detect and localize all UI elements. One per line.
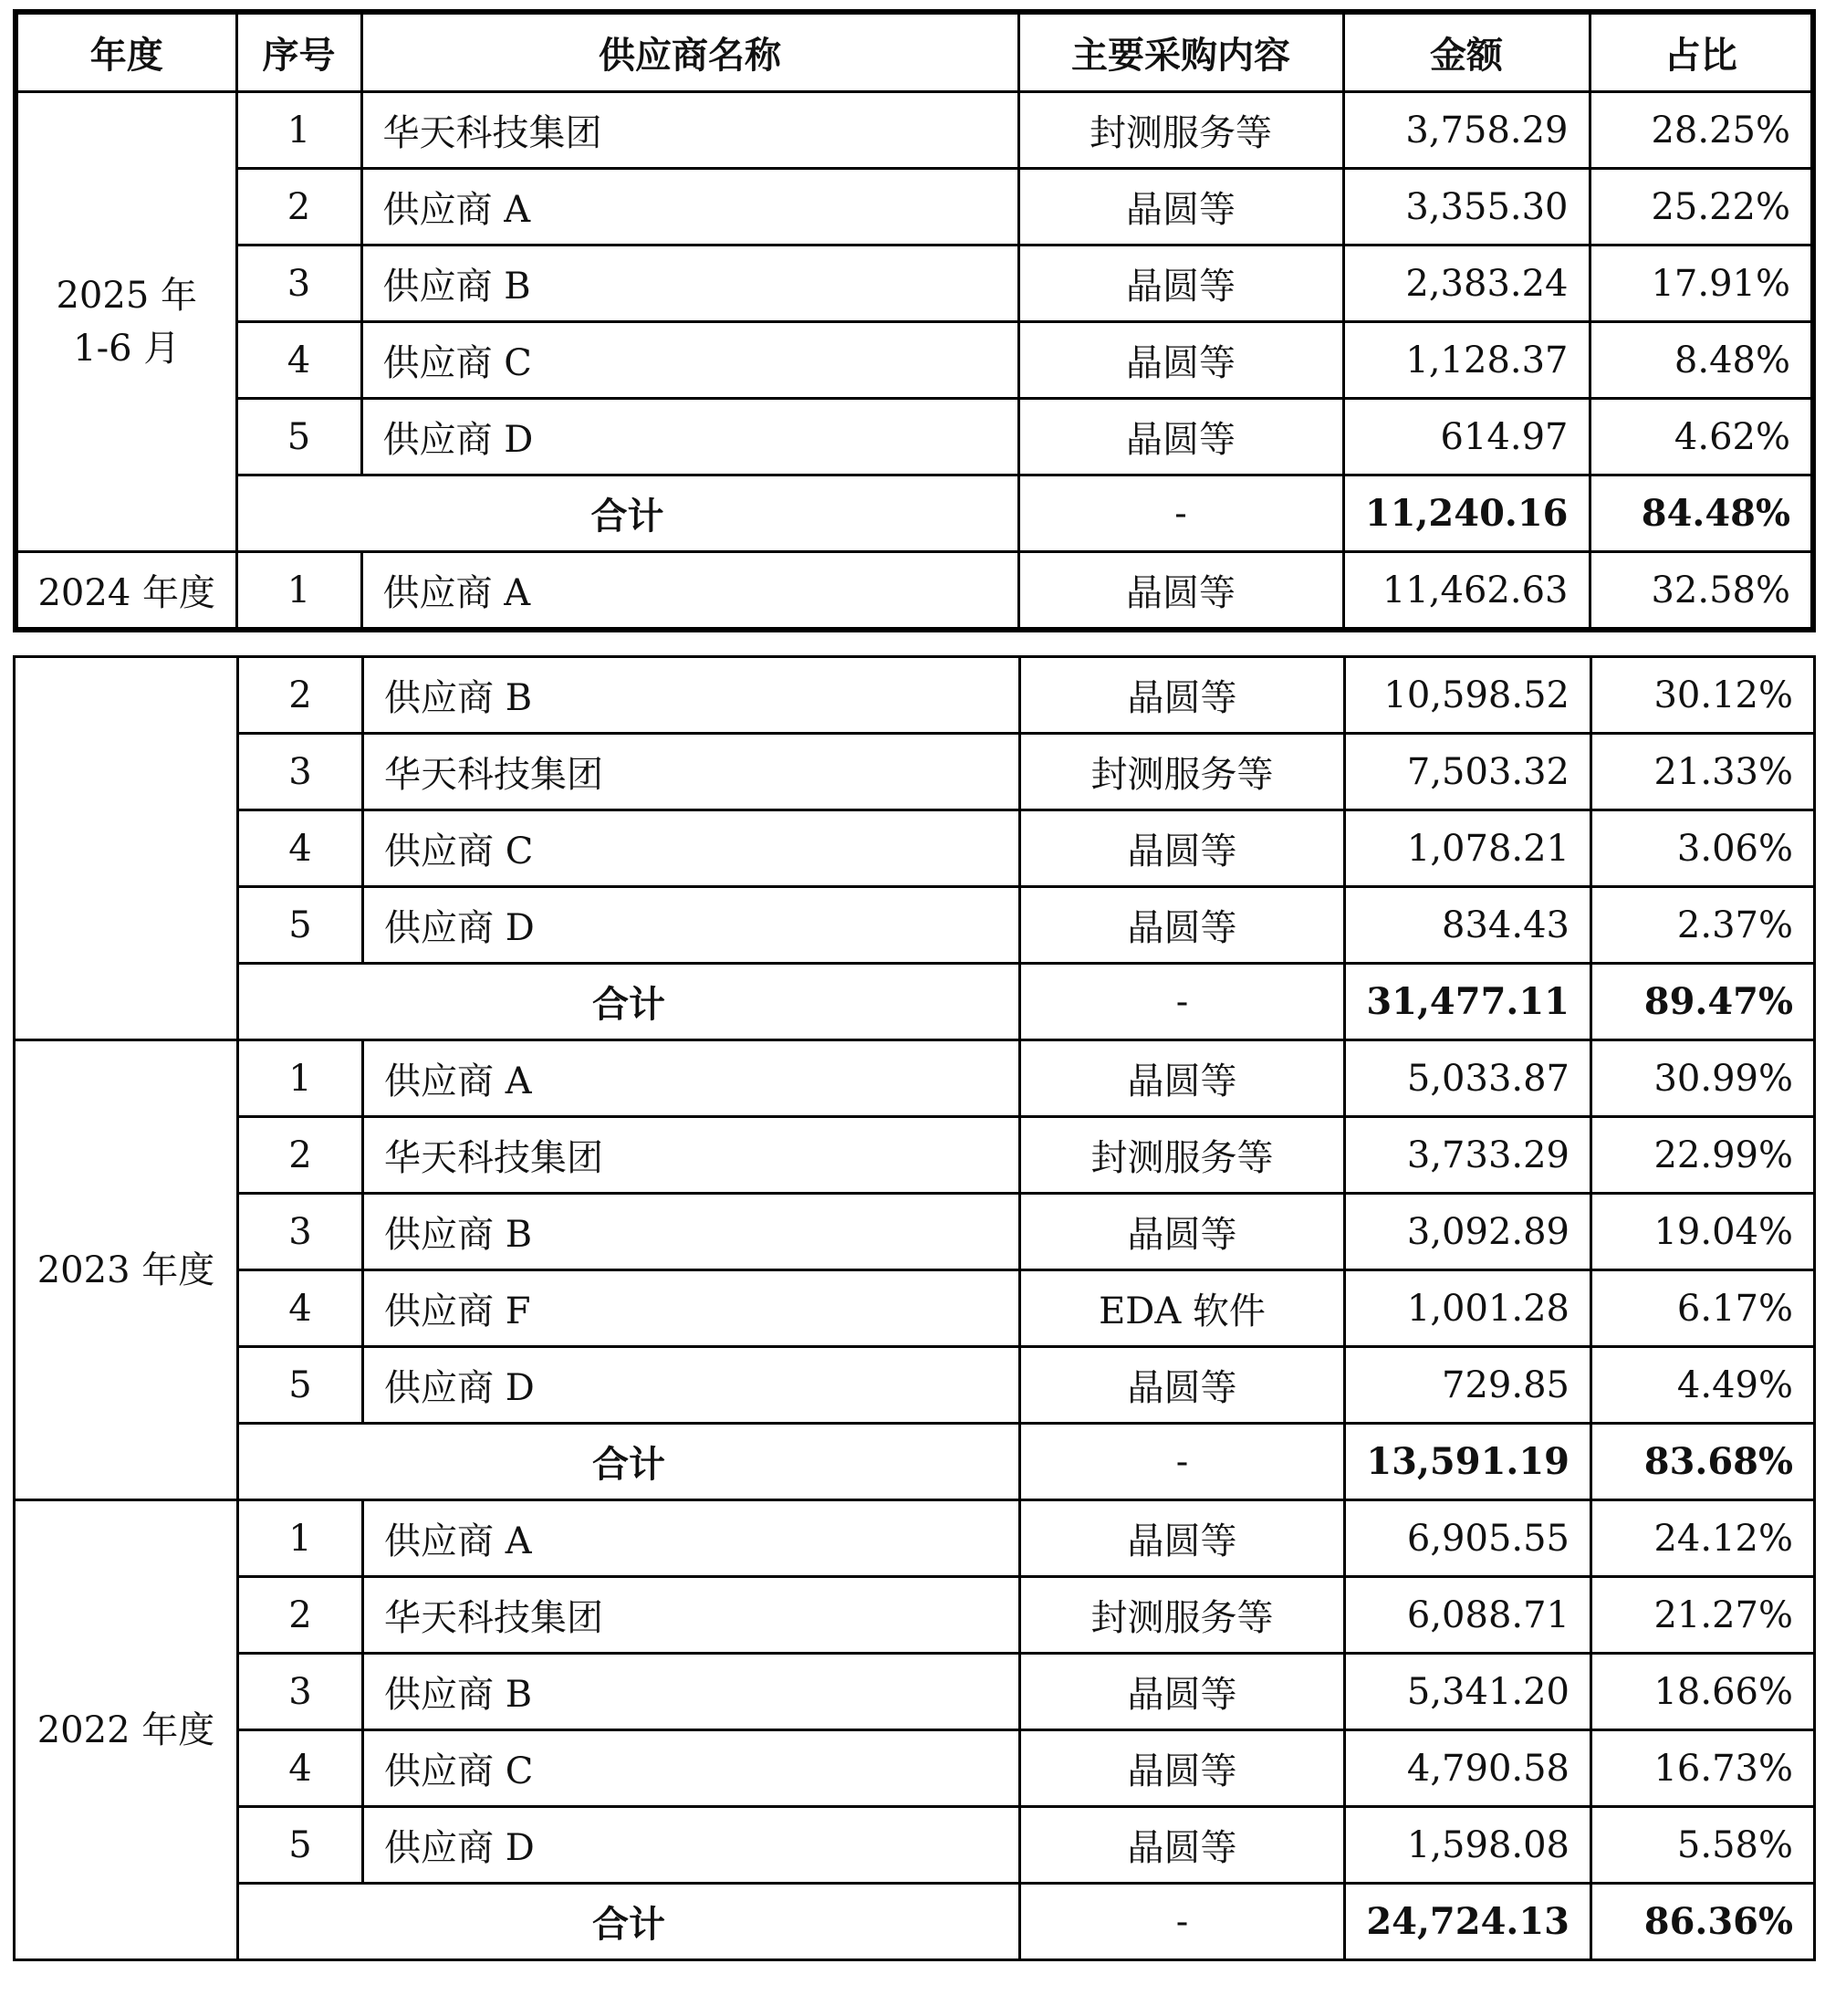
cell-seq: 2 — [238, 1577, 363, 1654]
cell-content: 晶圆等 — [1018, 552, 1343, 631]
cell-total-amount: 11,240.16 — [1343, 475, 1590, 552]
table-row — [16, 169, 1813, 245]
cell-seq: 5 — [238, 1807, 363, 1884]
cell-supplier: 供应商 A — [363, 1500, 1020, 1577]
cell-content: - — [1018, 475, 1343, 552]
table-row — [15, 1730, 1815, 1807]
total-row — [16, 475, 1813, 552]
total-row — [15, 1884, 1815, 1960]
cell-content: 晶圆等 — [1020, 657, 1345, 734]
cell-amount: 11,462.63 — [1343, 552, 1590, 631]
cell-supplier: 华天科技集团 — [363, 1577, 1020, 1654]
period-label-line: 2025 年 — [56, 274, 197, 317]
cell-supplier: 供应商 D — [361, 399, 1018, 475]
cell-supplier: 供应商 C — [363, 1730, 1020, 1807]
cell-supplier: 供应商 A — [361, 169, 1018, 245]
cell-supplier: 华天科技集团 — [363, 734, 1020, 810]
supplier-table-part-1 — [13, 9, 1816, 632]
cell-ratio: 16.73% — [1591, 1730, 1815, 1807]
cell-seq: 1 — [236, 552, 361, 631]
table-row — [15, 1117, 1815, 1194]
cell-content: 晶圆等 — [1018, 399, 1343, 475]
table-row — [16, 92, 1813, 169]
cell-seq: 2 — [238, 657, 363, 734]
table-row — [16, 322, 1813, 399]
cell-content: 封测服务等 — [1020, 1577, 1345, 1654]
cell-seq: 4 — [238, 1270, 363, 1347]
total-row — [15, 1424, 1815, 1500]
cell-total-ratio: 86.36% — [1591, 1884, 1815, 1960]
cell-total-label: 合计 — [238, 1884, 1020, 1960]
cell-amount: 5,033.87 — [1345, 1040, 1591, 1117]
cell-ratio: 4.49% — [1591, 1347, 1815, 1424]
cell-seq: 4 — [238, 1730, 363, 1807]
table-row — [15, 1040, 1815, 1117]
cell-amount: 6,088.71 — [1345, 1577, 1591, 1654]
header-year: 年度 — [16, 12, 236, 92]
cell-content: 封测服务等 — [1018, 92, 1343, 169]
cell-supplier: 供应商 D — [363, 887, 1020, 964]
cell-content: 晶圆等 — [1020, 1654, 1345, 1730]
cell-seq: 3 — [238, 734, 363, 810]
period-label-2023: 2023 年度 — [15, 1040, 238, 1500]
cell-total-label: 合计 — [238, 964, 1020, 1040]
cell-supplier: 华天科技集团 — [361, 92, 1018, 169]
cell-amount: 5,341.20 — [1345, 1654, 1591, 1730]
cell-content: - — [1020, 1884, 1345, 1960]
table-row — [15, 1654, 1815, 1730]
cell-supplier: 供应商 C — [363, 810, 1020, 887]
cell-supplier: 供应商 A — [363, 1040, 1020, 1117]
cell-content: 晶圆等 — [1018, 322, 1343, 399]
cell-amount: 1,128.37 — [1343, 322, 1590, 399]
cell-seq: 1 — [238, 1040, 363, 1117]
cell-amount: 1,078.21 — [1345, 810, 1591, 887]
cell-ratio: 24.12% — [1591, 1500, 1815, 1577]
cell-amount: 2,383.24 — [1343, 245, 1590, 322]
cell-ratio: 30.12% — [1591, 657, 1815, 734]
cell-seq: 3 — [236, 245, 361, 322]
table-header-row — [16, 12, 1813, 92]
table-row — [15, 657, 1815, 734]
cell-total-amount: 13,591.19 — [1345, 1424, 1591, 1500]
cell-supplier: 供应商 D — [363, 1347, 1020, 1424]
cell-ratio: 18.66% — [1591, 1654, 1815, 1730]
cell-total-amount: 24,724.13 — [1345, 1884, 1591, 1960]
cell-ratio: 30.99% — [1591, 1040, 1815, 1117]
cell-ratio: 3.06% — [1591, 810, 1815, 887]
cell-ratio: 28.25% — [1590, 92, 1813, 169]
cell-seq: 2 — [238, 1117, 363, 1194]
table-row — [15, 1194, 1815, 1270]
cell-ratio: 22.99% — [1591, 1117, 1815, 1194]
cell-ratio: 19.04% — [1591, 1194, 1815, 1270]
cell-amount: 4,790.58 — [1345, 1730, 1591, 1807]
table-row — [16, 552, 1813, 631]
cell-supplier: 华天科技集团 — [363, 1117, 1020, 1194]
cell-amount: 3,733.29 — [1345, 1117, 1591, 1194]
table-row — [15, 1500, 1815, 1577]
table-row — [15, 887, 1815, 964]
cell-total-label: 合计 — [236, 475, 1018, 552]
cell-total-ratio: 83.68% — [1591, 1424, 1815, 1500]
cell-supplier: 供应商 B — [363, 1194, 1020, 1270]
cell-seq: 3 — [238, 1194, 363, 1270]
cell-content: 晶圆等 — [1020, 1040, 1345, 1117]
cell-content: 晶圆等 — [1020, 1347, 1345, 1424]
cell-supplier: 供应商 B — [363, 657, 1020, 734]
cell-seq: 4 — [236, 322, 361, 399]
cell-supplier: 供应商 C — [361, 322, 1018, 399]
cell-seq: 4 — [238, 810, 363, 887]
cell-ratio: 21.33% — [1591, 734, 1815, 810]
total-row — [15, 964, 1815, 1040]
cell-content: 封测服务等 — [1020, 1117, 1345, 1194]
header-ratio: 占比 — [1590, 12, 1813, 92]
cell-ratio: 25.22% — [1590, 169, 1813, 245]
cell-amount: 3,092.89 — [1345, 1194, 1591, 1270]
cell-content: EDA 软件 — [1020, 1270, 1345, 1347]
cell-total-ratio: 89.47% — [1591, 964, 1815, 1040]
cell-total-label: 合计 — [238, 1424, 1020, 1500]
cell-supplier: 供应商 B — [363, 1654, 1020, 1730]
cell-ratio: 17.91% — [1590, 245, 1813, 322]
cell-ratio: 32.58% — [1590, 552, 1813, 631]
table-row — [15, 1577, 1815, 1654]
cell-amount: 614.97 — [1343, 399, 1590, 475]
cell-content: 晶圆等 — [1020, 1194, 1345, 1270]
table-row — [15, 1270, 1815, 1347]
cell-supplier: 供应商 A — [361, 552, 1018, 631]
cell-seq: 3 — [238, 1654, 363, 1730]
period-label-2022: 2022 年度 — [15, 1500, 238, 1960]
table-row — [15, 1347, 1815, 1424]
cell-total-amount: 31,477.11 — [1345, 964, 1591, 1040]
cell-content: 晶圆等 — [1020, 1500, 1345, 1577]
cell-supplier: 供应商 D — [363, 1807, 1020, 1884]
table-row — [15, 734, 1815, 810]
cell-amount: 1,001.28 — [1345, 1270, 1591, 1347]
cell-amount: 3,355.30 — [1343, 169, 1590, 245]
period-label-2024: 2024 年度 — [16, 552, 236, 631]
cell-seq: 5 — [236, 399, 361, 475]
cell-content: 晶圆等 — [1020, 1730, 1345, 1807]
cell-supplier: 供应商 B — [361, 245, 1018, 322]
period-label-2025h1 — [16, 92, 236, 552]
cell-seq: 5 — [238, 887, 363, 964]
cell-content: 晶圆等 — [1020, 887, 1345, 964]
period-label-2024-continued — [15, 657, 238, 1040]
cell-seq: 2 — [236, 169, 361, 245]
cell-amount: 7,503.32 — [1345, 734, 1591, 810]
header-seq: 序号 — [236, 12, 361, 92]
cell-ratio: 21.27% — [1591, 1577, 1815, 1654]
cell-content: 晶圆等 — [1020, 810, 1345, 887]
header-content: 主要采购内容 — [1018, 12, 1343, 92]
cell-seq: 5 — [238, 1347, 363, 1424]
cell-content: - — [1020, 964, 1345, 1040]
supplier-table-part-2 — [13, 655, 1816, 1961]
cell-ratio: 8.48% — [1590, 322, 1813, 399]
cell-seq: 1 — [236, 92, 361, 169]
cell-amount: 6,905.55 — [1345, 1500, 1591, 1577]
cell-content: 封测服务等 — [1020, 734, 1345, 810]
cell-supplier: 供应商 F — [363, 1270, 1020, 1347]
cell-ratio: 2.37% — [1591, 887, 1815, 964]
cell-content: 晶圆等 — [1018, 245, 1343, 322]
table-row — [15, 1807, 1815, 1884]
header-amount: 金额 — [1343, 12, 1590, 92]
cell-content: 晶圆等 — [1018, 169, 1343, 245]
table-row — [16, 245, 1813, 322]
cell-ratio: 4.62% — [1590, 399, 1813, 475]
cell-amount: 10,598.52 — [1345, 657, 1591, 734]
table-row — [15, 810, 1815, 887]
cell-ratio: 5.58% — [1591, 1807, 1815, 1884]
cell-content: 晶圆等 — [1020, 1807, 1345, 1884]
cell-ratio: 6.17% — [1591, 1270, 1815, 1347]
cell-amount: 834.43 — [1345, 887, 1591, 964]
cell-seq: 1 — [238, 1500, 363, 1577]
cell-content: - — [1020, 1424, 1345, 1500]
cell-amount: 3,758.29 — [1343, 92, 1590, 169]
period-label-line: 1-6 月 — [73, 327, 181, 370]
cell-amount: 729.85 — [1345, 1347, 1591, 1424]
header-supplier: 供应商名称 — [361, 12, 1018, 92]
cell-amount: 1,598.08 — [1345, 1807, 1591, 1884]
cell-total-ratio: 84.48% — [1590, 475, 1813, 552]
table-row — [16, 399, 1813, 475]
